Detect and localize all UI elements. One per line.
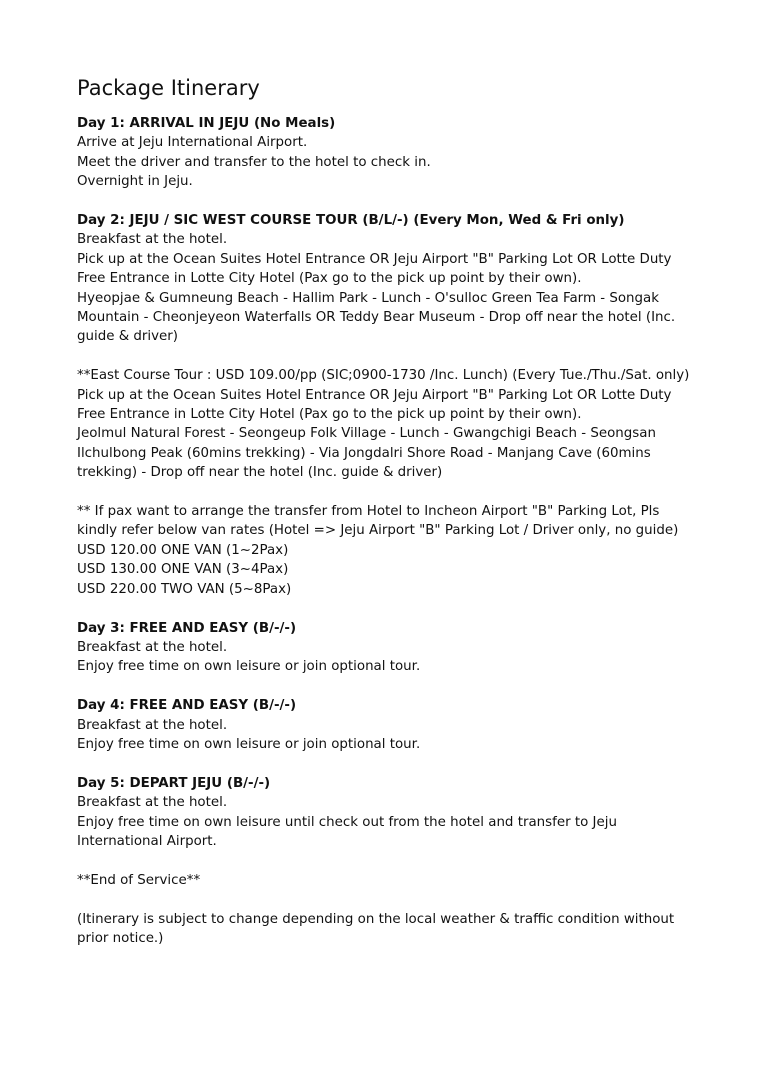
- disclaimer-section: [77, 910, 697, 949]
- day-4-line: Breakfast at the hotel.: [77, 717, 228, 733]
- east-course-line: Jeolmul Natural Forest - Seongeup Folk Village - Lunch - Gwangchigi Beach - Seongsan Ilchulbong Peak (60mins trekking) - Via Jongdalri Shore Road - Manjang Cave (60mins trekking) - Drop off near the hotel (Inc. guide & driver): [77, 426, 656, 481]
- page-title: Package Itinerary: [77, 76, 260, 100]
- day-4-heading: Day 4: FREE AND EASY (B/-/-): [77, 698, 297, 714]
- day-3-section: [77, 619, 697, 677]
- day-3-heading: Day 3: FREE AND EASY (B/-/-): [77, 620, 297, 636]
- day-5-line: Enjoy free time on own leisure until check out from the hotel and transfer to Jeju International Airport.: [77, 814, 617, 849]
- end-of-service-section: [77, 871, 697, 890]
- transfer-note: ** If pax want to arrange the transfer from Hotel to Incheon Airport "B" Parking Lot, Pls kindly refer below van rates (Hotel => Jeju Airport "B" Parking Lot / Driver only, no guide): [77, 504, 679, 539]
- day-5-section: [77, 774, 697, 852]
- transfer-section: [77, 502, 697, 599]
- east-course-section: [77, 366, 697, 482]
- day-2-line: Hyeopjae & Gumneung Beach - Hallim Park - Lunch - O'sulloc Green Tea Farm - Songak Mountain - Cheonjeyeon Waterfalls OR Teddy Bear Museum - Drop off near the hotel (Inc. guide & driver): [77, 290, 676, 345]
- day-3-line: Breakfast at the hotel.: [77, 639, 228, 655]
- day-2-line: Pick up at the Ocean Suites Hotel Entrance OR Jeju Airport "B" Parking Lot OR Lotte Duty Free Entrance in Lotte City Hotel (Pax go to the pick up point by their own).: [77, 251, 672, 287]
- east-course-line: **East Course Tour : USD 109.00/pp (SIC;0900-1730 /Inc. Lunch) (Every Tue./Thu./Sat. only): [77, 368, 690, 384]
- east-course-line: Pick up at the Ocean Suites Hotel Entrance OR Jeju Airport "B" Parking Lot OR Lotte Duty Free Entrance in Lotte City Hotel (Pax go to the pick up point by their own).: [77, 387, 672, 423]
- van-rate: USD 130.00 ONE VAN (3~4Pax): [77, 562, 289, 578]
- day-1-section: [77, 114, 697, 192]
- day-4-section: [77, 696, 697, 754]
- day-2-line: Breakfast at the hotel.: [77, 232, 228, 248]
- day-3-line: Enjoy free time on own leisure or join optional tour.: [77, 659, 421, 675]
- van-rate: USD 120.00 ONE VAN (1~2Pax): [77, 542, 289, 558]
- disclaimer: (Itinerary is subject to change depending on the local weather & traffic condition without prior notice.): [77, 911, 675, 946]
- day-1-line: Arrive at Jeju International Airport.: [77, 135, 308, 151]
- day-1-line: Meet the driver and transfer to the hotel to check in.: [77, 154, 431, 170]
- end-of-service: **End of Service**: [77, 872, 201, 888]
- day-2-heading: Day 2: JEJU / SIC WEST COURSE TOUR (B/L/-) (Every Mon, Wed & Fri only): [77, 213, 625, 229]
- day-5-line: Breakfast at the hotel.: [77, 795, 228, 811]
- day-1-heading: Day 1: ARRIVAL IN JEJU (No Meals): [77, 116, 336, 131]
- day-4-line: Enjoy free time on own leisure or join optional tour.: [77, 736, 421, 752]
- van-rate: USD 220.00 TWO VAN (5~8Pax): [77, 581, 292, 597]
- day-1-line: Overnight in Jeju.: [77, 174, 193, 190]
- day-5-heading: Day 5: DEPART JEJU (B/-/-): [77, 775, 271, 791]
- day-2-section: [77, 211, 697, 347]
- itinerary-document: [77, 74, 697, 968]
